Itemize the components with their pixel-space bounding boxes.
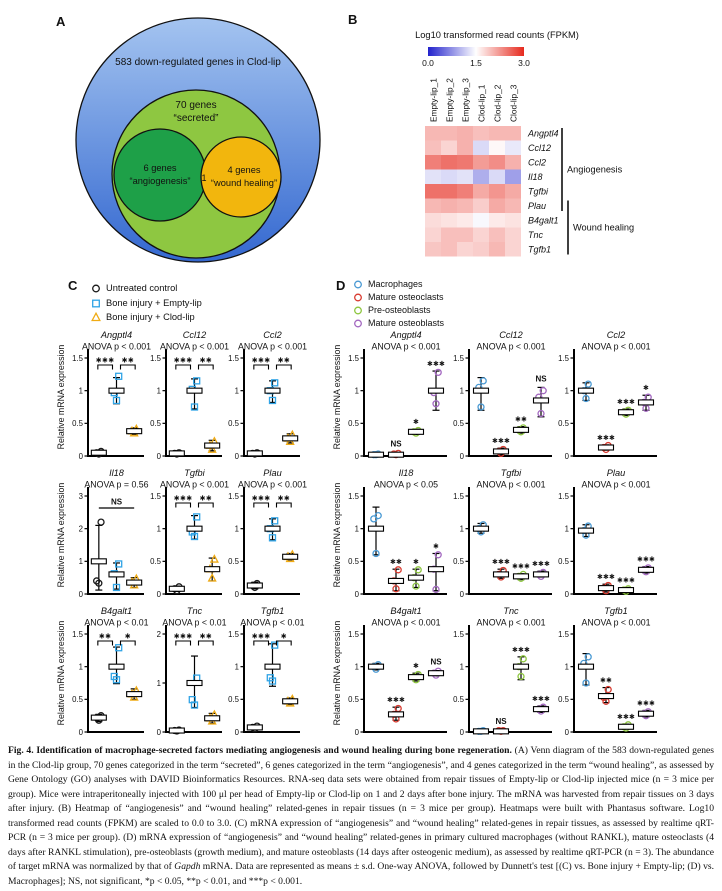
svg-text:0: 0 <box>156 451 161 461</box>
svg-text:✱: ✱ <box>413 663 419 671</box>
colorbar-tick-mid: 1.5 <box>470 58 482 68</box>
subplot-Tgfb1 <box>553 604 658 742</box>
svg-text:0: 0 <box>234 727 239 737</box>
heatmap <box>340 56 722 270</box>
svg-text:Tgfbi: Tgfbi <box>528 186 549 197</box>
svg-text:Tgfbi: Tgfbi <box>500 468 522 478</box>
svg-text:ANOVA p < 0.001: ANOVA p < 0.001 <box>476 341 546 352</box>
svg-text:Angptl4: Angptl4 <box>100 330 133 340</box>
svg-text:NS: NS <box>390 439 402 449</box>
svg-text:0.5: 0.5 <box>72 419 83 429</box>
svg-text:Empty-lip_2: Empty-lip_2 <box>444 78 455 122</box>
subplot-Tnc <box>448 604 553 742</box>
y-axis-label: Relative mRNA expression <box>55 344 66 450</box>
plot-row <box>54 466 308 604</box>
circle-marker-icon <box>90 282 102 294</box>
svg-text:0: 0 <box>564 727 569 737</box>
svg-text:1: 1 <box>78 386 83 396</box>
circle-marker-icon <box>352 304 364 316</box>
plot-row <box>330 466 658 604</box>
venn-outer-label: 583 down-regulated genes in Clod-lip <box>115 57 281 68</box>
circle-marker-icon <box>352 278 364 290</box>
svg-text:ANOVA p < 0.001: ANOVA p < 0.001 <box>581 617 651 628</box>
svg-text:1: 1 <box>564 386 569 396</box>
svg-text:B4galt1: B4galt1 <box>390 606 422 616</box>
svg-text:Plau: Plau <box>528 200 547 211</box>
svg-text:1: 1 <box>354 386 359 396</box>
plot-row <box>330 328 658 466</box>
panel-d-label: D <box>336 278 346 293</box>
svg-text:1: 1 <box>459 524 464 534</box>
legend-label: Untreated control <box>106 283 178 293</box>
legend-item <box>90 282 202 294</box>
subplot-Tnc <box>145 604 227 742</box>
svg-text:✱✱: ✱✱ <box>199 357 213 365</box>
svg-text:✱✱✱: ✱✱✱ <box>251 633 271 641</box>
caption-bold: Fig. 4. Identification of macrophage-secreted factors mediating angiogenesis and wound healing during bone regeneration. <box>8 745 515 756</box>
legend-item <box>90 311 202 323</box>
panel-c-label: C <box>68 278 78 293</box>
svg-text:✱✱: ✱✱ <box>515 416 527 424</box>
svg-text:1: 1 <box>78 662 83 672</box>
panel-a-label: A <box>56 14 66 29</box>
panel-d-plots <box>330 328 658 742</box>
legend-item <box>352 278 444 290</box>
y-axis-label: Relative mRNA expression <box>331 482 342 588</box>
subplot-Angptl4 <box>343 328 448 466</box>
svg-text:0.5: 0.5 <box>348 419 359 429</box>
svg-text:Ccl2: Ccl2 <box>528 157 547 168</box>
panel-c-legend <box>90 282 202 326</box>
svg-text:1: 1 <box>156 678 161 688</box>
svg-text:0: 0 <box>234 451 239 461</box>
svg-text:Tnc: Tnc <box>503 606 519 616</box>
svg-text:1.5: 1.5 <box>228 353 239 363</box>
svg-text:0: 0 <box>354 727 359 737</box>
svg-text:ANOVA p < 0.01: ANOVA p < 0.01 <box>240 617 305 628</box>
venn-secreted-label-2: “secreted” <box>173 113 219 124</box>
svg-text:1.5: 1.5 <box>558 353 569 363</box>
svg-text:Empty-lip_1: Empty-lip_1 <box>428 78 439 122</box>
svg-text:✱✱✱: ✱✱✱ <box>532 561 550 569</box>
svg-text:✱✱✱: ✱✱✱ <box>427 361 445 369</box>
svg-text:ANOVA p < 0.01: ANOVA p < 0.01 <box>84 617 149 628</box>
svg-text:✱✱✱: ✱✱✱ <box>512 646 530 654</box>
svg-text:ANOVA p < 0.001: ANOVA p < 0.001 <box>371 341 441 352</box>
heatmap-colorbar <box>428 47 524 56</box>
svg-text:Wound healing: Wound healing <box>573 222 635 233</box>
svg-text:1: 1 <box>156 386 161 396</box>
legend-label: Macrophages <box>368 279 423 289</box>
caption-body-1: (A) Venn diagram of the 583 down-regulated genes in the Clod-lip group, 70 genes categorized in the term “secreted”, 6 genes categorized in the term “angiogenesis”, and 4 genes categorized in the term “wound healing”, as assessed by Gene Ontology (GO) analyses with DAVID Bioinformatics Resources. RNA-seq data sets were obtained from repair tissues of Empty-lip or Clod-lip injected mice (n = 3 mice per group). Mice were intraperitoneally injected with 100 μl per head of Empty-lip or Clod-lip on 1 and 2 days after bone injury. The mRNA was harvested from repair tissues on 3 days after injury. (B) Heatmap of “angiogenesis” and “wound healing” related-genes in repair tissues (n = 3 mice per group). Heatmaps were built with Phantasus software. Log10 transformed read counts (FPKM) are scaled to 0.0 to 3.0. (C) mRNA expression of “angiogenesis” and “wound healing” related-genes in repair tissues, as assessed by realtime qRT-PCR (n = 3 mice per group). (D) mRNA expression of “angiogenesis” and “wound healing” related-genes in primary cultured macrophages (without RANKL), mature osteoclasts (4 days after RANKL stimulation), pre-osteoblasts (growth medium), and mature osteoblasts (14 days after osteogenic medium), as assessed by realtime qRT-PCR (n = 3). The abundance of target mRNA was normalized by that of <box>8 745 714 873</box>
svg-text:1: 1 <box>234 662 239 672</box>
svg-text:1.5: 1.5 <box>72 353 83 363</box>
svg-text:Clod-lip_2: Clod-lip_2 <box>492 84 503 122</box>
legend-label: Mature osteoblasts <box>368 318 445 328</box>
legend-item <box>352 304 444 316</box>
svg-text:✱✱✱: ✱✱✱ <box>387 697 405 705</box>
svg-text:0: 0 <box>78 727 83 737</box>
subplot-Tgfbi <box>145 466 230 604</box>
svg-text:ANOVA p < 0.01: ANOVA p < 0.01 <box>162 617 227 628</box>
svg-text:✱✱✱: ✱✱✱ <box>251 357 271 365</box>
square-marker-icon <box>90 297 102 309</box>
colorbar-tick-min: 0.0 <box>422 58 434 68</box>
svg-text:0.5: 0.5 <box>72 695 83 705</box>
svg-text:1: 1 <box>354 524 359 534</box>
venn-angiogenesis-label-2: “angiogenesis” <box>129 176 191 186</box>
svg-text:Ccl2: Ccl2 <box>606 330 626 340</box>
svg-text:Plau: Plau <box>606 468 626 478</box>
svg-text:1: 1 <box>156 524 161 534</box>
svg-text:1: 1 <box>354 662 359 672</box>
subplot-Ccl12 <box>145 328 230 466</box>
svg-text:✱: ✱ <box>413 559 419 567</box>
svg-text:0.5: 0.5 <box>150 419 161 429</box>
venn-angiogenesis-circle <box>114 129 206 221</box>
venn-diagram <box>74 10 334 270</box>
panel-b-label: B <box>348 12 358 27</box>
panel-c-plots <box>54 328 308 742</box>
svg-text:0: 0 <box>354 589 359 599</box>
svg-text:Ccl12: Ccl12 <box>182 330 207 340</box>
svg-text:0.5: 0.5 <box>558 695 569 705</box>
panel-c <box>52 276 320 744</box>
svg-text:0.5: 0.5 <box>228 557 239 567</box>
venn-wound-label-2: “wound healing” <box>210 178 278 188</box>
svg-text:✱✱✱: ✱✱✱ <box>532 695 550 703</box>
svg-text:ANOVA p < 0.001: ANOVA p < 0.001 <box>159 341 230 352</box>
subplot-Ccl12 <box>448 328 553 466</box>
svg-text:Angptl4: Angptl4 <box>390 330 422 340</box>
subplot-Plau <box>223 466 308 604</box>
svg-text:0.5: 0.5 <box>558 419 569 429</box>
svg-text:0.5: 0.5 <box>348 695 359 705</box>
svg-text:0.5: 0.5 <box>150 557 161 567</box>
svg-text:✱✱✱: ✱✱✱ <box>492 559 510 567</box>
svg-text:0: 0 <box>459 589 464 599</box>
svg-text:1.5: 1.5 <box>558 491 569 501</box>
svg-text:✱✱: ✱✱ <box>199 633 213 641</box>
legend-label: Bone injury + Empty-lip <box>106 297 202 308</box>
svg-text:NS: NS <box>430 657 442 667</box>
svg-text:1.5: 1.5 <box>348 491 359 501</box>
subplot-Il18 <box>67 466 149 604</box>
panel-d-legend <box>352 278 444 330</box>
svg-text:Clod-lip_1: Clod-lip_1 <box>476 84 487 122</box>
svg-text:0: 0 <box>156 589 161 599</box>
svg-text:0.5: 0.5 <box>453 695 464 705</box>
svg-text:0.5: 0.5 <box>453 419 464 429</box>
svg-text:ANOVA p < 0.001: ANOVA p < 0.001 <box>476 617 546 628</box>
svg-text:Tgfb1: Tgfb1 <box>604 606 628 616</box>
svg-text:1: 1 <box>459 386 464 396</box>
svg-text:✱✱✱: ✱✱✱ <box>617 577 635 585</box>
svg-text:Tnc: Tnc <box>528 229 544 240</box>
svg-text:✱: ✱ <box>643 385 649 393</box>
svg-text:0: 0 <box>354 451 359 461</box>
svg-text:B4galt1: B4galt1 <box>528 215 559 226</box>
svg-text:✱✱✱: ✱✱✱ <box>617 714 635 722</box>
subplot-Ccl2 <box>553 328 658 466</box>
svg-text:✱✱✱: ✱✱✱ <box>492 438 510 446</box>
svg-text:✱✱✱: ✱✱✱ <box>637 556 655 564</box>
panel-b <box>340 8 722 272</box>
svg-text:1.5: 1.5 <box>558 629 569 639</box>
svg-text:0: 0 <box>459 727 464 737</box>
svg-text:ANOVA p < 0.001: ANOVA p < 0.001 <box>159 479 230 490</box>
svg-text:Il18: Il18 <box>109 468 124 478</box>
svg-text:1.5: 1.5 <box>453 353 464 363</box>
svg-text:Tgfb1: Tgfb1 <box>260 606 285 616</box>
svg-text:0.5: 0.5 <box>453 557 464 567</box>
svg-text:1.5: 1.5 <box>228 491 239 501</box>
svg-text:2: 2 <box>78 524 83 534</box>
svg-text:✱✱: ✱✱ <box>121 357 135 365</box>
venn-secreted-label-1: 70 genes <box>175 100 217 111</box>
heatmap-title: Log10 transformed read counts (FPKM) <box>415 30 579 40</box>
svg-text:ANOVA p < 0.001: ANOVA p < 0.001 <box>237 479 308 490</box>
svg-text:NS: NS <box>110 497 123 507</box>
triangle-marker-icon <box>90 311 102 323</box>
legend-label: Pre-osteoblasts <box>368 305 431 315</box>
colorbar-tick-max: 3.0 <box>518 58 530 68</box>
svg-text:Angiogenesis: Angiogenesis <box>567 164 623 175</box>
svg-text:ANOVA p < 0.001: ANOVA p < 0.001 <box>371 617 441 628</box>
svg-text:Clod-lip_3: Clod-lip_3 <box>508 84 519 122</box>
svg-text:✱✱✱: ✱✱✱ <box>512 563 530 571</box>
venn-angiogenesis-label-1: 6 genes <box>143 163 177 173</box>
svg-text:✱✱✱: ✱✱✱ <box>173 357 193 365</box>
subplot-Tgfb1 <box>223 604 305 742</box>
subplot-Tgfbi <box>448 466 553 604</box>
svg-text:1.5: 1.5 <box>150 491 161 501</box>
caption-body-2: mRNA. Data are represented as means ± s.d. One-way ANOVA, followed by Dunnett's test [(C) vs. Bone injury + Empty-lip; (D) vs. Macrophages]; NS, not significant, *p < 0.05, **p < 0.01, and ***p < 0.001. <box>8 861 715 887</box>
svg-text:ANOVA p < 0.001: ANOVA p < 0.001 <box>81 341 152 352</box>
svg-text:Ccl12: Ccl12 <box>528 142 552 153</box>
svg-text:Angptl4: Angptl4 <box>528 128 559 139</box>
legend-item <box>90 297 202 309</box>
subplot-B4galt1 <box>343 604 448 742</box>
svg-text:✱✱✱: ✱✱✱ <box>617 398 635 406</box>
svg-text:Empty-lip_3: Empty-lip_3 <box>460 78 471 122</box>
svg-text:✱✱: ✱✱ <box>98 633 112 641</box>
svg-text:1.5: 1.5 <box>228 629 239 639</box>
svg-text:✱✱✱: ✱✱✱ <box>173 633 193 641</box>
svg-text:2: 2 <box>156 629 161 639</box>
svg-text:✱: ✱ <box>280 633 287 641</box>
svg-text:0: 0 <box>156 727 161 737</box>
plot-row <box>330 604 658 742</box>
plot-row <box>54 604 305 742</box>
svg-text:ANOVA p < 0.001: ANOVA p < 0.001 <box>581 479 651 490</box>
svg-text:3: 3 <box>78 491 83 501</box>
subplot-Ccl2 <box>223 328 308 466</box>
svg-text:1.5: 1.5 <box>348 629 359 639</box>
panel-d <box>328 276 680 744</box>
svg-text:✱✱: ✱✱ <box>390 559 402 567</box>
svg-text:0: 0 <box>564 589 569 599</box>
svg-text:✱✱: ✱✱ <box>199 495 213 503</box>
svg-text:Ccl2: Ccl2 <box>263 330 282 340</box>
svg-text:1.5: 1.5 <box>150 353 161 363</box>
svg-text:✱✱: ✱✱ <box>600 677 612 685</box>
svg-text:✱✱: ✱✱ <box>277 495 291 503</box>
venn-wound-circle <box>201 137 281 217</box>
figure-caption <box>8 744 714 889</box>
svg-text:1.5: 1.5 <box>72 629 83 639</box>
plot-row <box>54 328 308 466</box>
svg-text:✱: ✱ <box>413 419 419 427</box>
svg-text:Tgfb1: Tgfb1 <box>528 244 552 255</box>
svg-text:✱✱✱: ✱✱✱ <box>637 700 655 708</box>
svg-text:1: 1 <box>78 557 83 567</box>
legend-label: Mature osteoclasts <box>368 292 444 302</box>
svg-text:B4galt1: B4galt1 <box>100 606 133 616</box>
svg-text:NS: NS <box>535 374 547 384</box>
subplot-Il18 <box>343 466 448 604</box>
svg-text:0: 0 <box>564 451 569 461</box>
svg-text:✱✱✱: ✱✱✱ <box>251 495 271 503</box>
svg-text:1: 1 <box>564 524 569 534</box>
panel-a <box>28 6 340 272</box>
legend-item <box>352 291 444 303</box>
subplot-Plau <box>553 466 658 604</box>
svg-text:Ccl12: Ccl12 <box>499 330 523 340</box>
svg-text:Il18: Il18 <box>398 468 414 478</box>
svg-text:0: 0 <box>234 589 239 599</box>
svg-text:NS: NS <box>495 717 507 727</box>
svg-text:0: 0 <box>78 589 83 599</box>
svg-text:ANOVA p < 0.001: ANOVA p < 0.001 <box>237 341 308 352</box>
y-axis-label: Relative mRNA expression <box>331 344 342 450</box>
svg-text:✱: ✱ <box>433 543 439 551</box>
circle-marker-icon <box>352 291 364 303</box>
svg-text:0: 0 <box>78 451 83 461</box>
svg-text:1: 1 <box>564 662 569 672</box>
legend-label: Bone injury + Clod-lip <box>106 312 195 322</box>
svg-text:ANOVA p = 0.56: ANOVA p = 0.56 <box>84 479 149 490</box>
svg-text:1: 1 <box>234 386 239 396</box>
svg-text:Tnc: Tnc <box>186 606 203 616</box>
svg-text:0.5: 0.5 <box>558 557 569 567</box>
svg-text:1.5: 1.5 <box>453 491 464 501</box>
venn-wound-label-1: 4 genes <box>227 165 261 175</box>
caption-gene-italic: Gapdh <box>174 861 201 873</box>
svg-text:✱✱✱: ✱✱✱ <box>95 357 115 365</box>
svg-text:0.5: 0.5 <box>228 695 239 705</box>
svg-text:1.5: 1.5 <box>453 629 464 639</box>
svg-text:ANOVA p < 0.001: ANOVA p < 0.001 <box>581 341 651 352</box>
venn-overlap-count: 1 <box>201 173 207 183</box>
svg-text:1: 1 <box>234 524 239 534</box>
svg-text:0.5: 0.5 <box>228 419 239 429</box>
y-axis-label: Relative mRNA expression <box>55 620 66 726</box>
svg-text:Il18: Il18 <box>528 171 543 182</box>
svg-text:✱✱✱: ✱✱✱ <box>597 434 615 442</box>
svg-text:0.5: 0.5 <box>348 557 359 567</box>
svg-text:Tgfbi: Tgfbi <box>184 468 205 478</box>
svg-text:0: 0 <box>459 451 464 461</box>
svg-text:✱✱: ✱✱ <box>277 357 291 365</box>
y-axis-label: Relative mRNA expression <box>331 620 342 726</box>
subplot-Angptl4 <box>67 328 152 466</box>
y-axis-label: Relative mRNA expression <box>55 482 66 588</box>
svg-text:1.5: 1.5 <box>348 353 359 363</box>
svg-text:✱✱✱: ✱✱✱ <box>597 574 615 582</box>
svg-text:1: 1 <box>459 662 464 672</box>
svg-text:Plau: Plau <box>263 468 282 478</box>
svg-text:ANOVA p < 0.05: ANOVA p < 0.05 <box>373 479 439 490</box>
svg-text:ANOVA p < 0.001: ANOVA p < 0.001 <box>476 479 546 490</box>
subplot-B4galt1 <box>67 604 149 742</box>
svg-text:✱✱✱: ✱✱✱ <box>173 495 193 503</box>
svg-text:✱: ✱ <box>124 633 131 641</box>
